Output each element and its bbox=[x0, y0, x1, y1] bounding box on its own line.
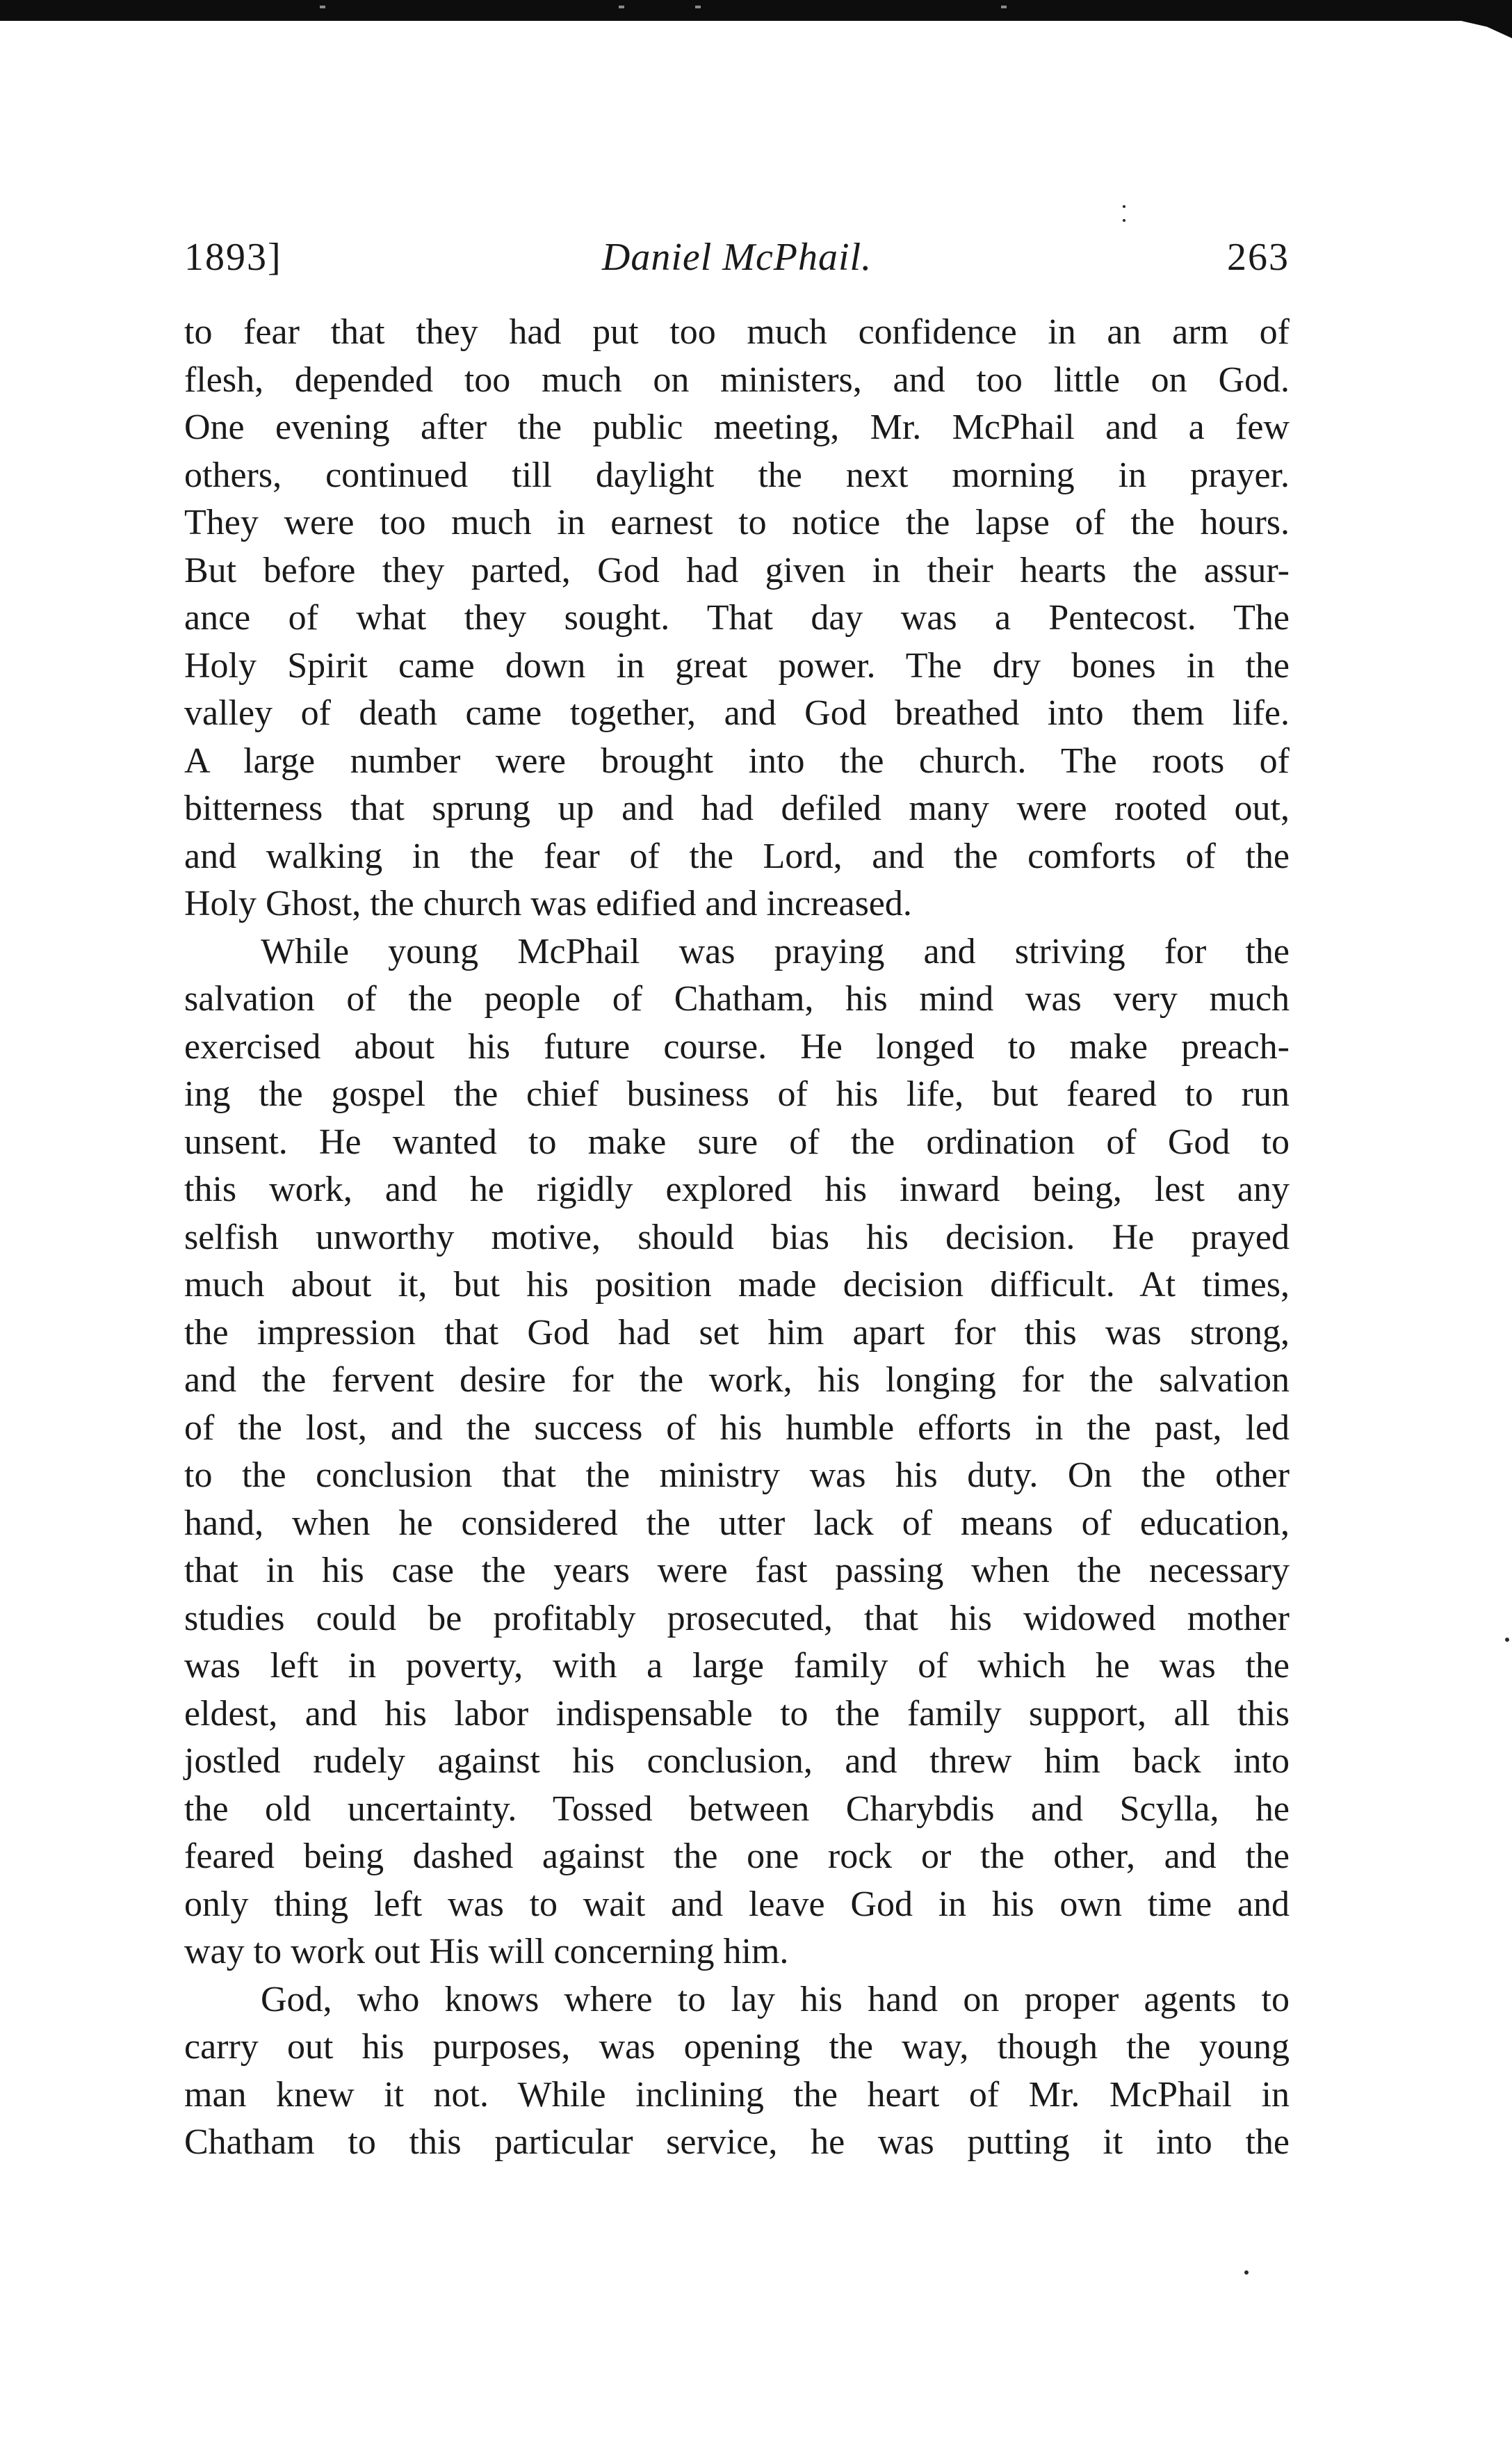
text-line: One evening after the public meeting, Mr. McPhail and a few bbox=[184, 407, 1290, 447]
running-head bbox=[184, 235, 1290, 291]
text-line: of the lost, and the success of his humble efforts in the past, led bbox=[184, 1407, 1290, 1448]
text-line: hand, when he considered the utter lack of means of education, bbox=[184, 1503, 1290, 1543]
text-line: unsent. He wanted to make sure of the ordination of God to bbox=[184, 1122, 1290, 1162]
running-head-year: 1893] bbox=[184, 236, 282, 279]
text-line: ance of what they sought. That day was a Pentecost. The bbox=[184, 598, 1290, 638]
text-line: and walking in the fear of the Lord, and the comforts of the bbox=[184, 836, 1290, 876]
text-line: that in his case the years were fast passing when the necessary bbox=[184, 1551, 1290, 1590]
scan-top-border bbox=[0, 0, 1512, 21]
text-line: much about it, but his position made decision difficult. At times, bbox=[184, 1265, 1290, 1305]
scan-speck bbox=[320, 6, 325, 8]
scan-speck bbox=[1001, 6, 1007, 8]
text-line: was left in poverty, with a large family of which he was the bbox=[184, 1646, 1290, 1686]
text-line: flesh, depended too much on ministers, and too little on God. bbox=[184, 360, 1290, 400]
text-line: salvation of the people of Chatham, his mind was very much bbox=[184, 979, 1290, 1019]
text-line: Holy Ghost, the church was edified and increased. bbox=[184, 884, 912, 923]
page-number: 263 bbox=[1227, 236, 1290, 279]
scan-speck bbox=[1123, 219, 1125, 222]
text-line: bitterness that sprung up and had defiled many were rooted out, bbox=[184, 789, 1290, 828]
scan-speck bbox=[619, 6, 624, 8]
text-line: Chatham to this particular service, he was putting it into the bbox=[184, 2122, 1290, 2162]
text-line: to fear that they had put too much confidence in an arm of bbox=[184, 312, 1290, 352]
text-line: to the conclusion that the ministry was his duty. On the other bbox=[184, 1455, 1290, 1495]
text-line: While young McPhail was praying and striving for the bbox=[261, 931, 1290, 971]
text-line: studies could be profitably prosecuted, that his widowed mother bbox=[184, 1598, 1290, 1638]
text-line: the impression that God had set him apart for this was strong, bbox=[184, 1312, 1290, 1352]
scan-speck bbox=[1244, 2270, 1249, 2275]
text-line: eldest, and his labor indispensable to the family support, all this bbox=[184, 1693, 1290, 1734]
text-line: the old uncertainty. Tossed between Charybdis and Scylla, he bbox=[184, 1788, 1290, 1829]
scan-speck bbox=[1505, 1638, 1509, 1642]
text-line: feared being dashed against the one rock or the other, and the bbox=[184, 1836, 1290, 1876]
text-line: way to work out His will concerning him. bbox=[184, 1932, 789, 1971]
text-line: They were too much in earnest to notice the lapse of the hours. bbox=[184, 503, 1290, 542]
text-line: But before they parted, God had given in their hearts the assur- bbox=[184, 550, 1290, 590]
text-line: carry out his purposes, was opening the way, though the young bbox=[184, 2027, 1290, 2067]
text-line: this work, and he rigidly explored his inward being, lest any bbox=[184, 1170, 1290, 1209]
running-head-title: Daniel McPhail. bbox=[601, 236, 872, 279]
scan-speck bbox=[1123, 205, 1125, 208]
text-line: Holy Spirit came down in great power. The dry bones in the bbox=[184, 645, 1290, 686]
text-line: and the fervent desire for the work, his longing for the salvation bbox=[184, 1360, 1290, 1400]
body-text bbox=[184, 309, 1290, 2167]
text-line: valley of death came together, and God breathed into them life. bbox=[184, 693, 1290, 733]
text-line: jostled rudely against his conclusion, and threw him back into bbox=[184, 1741, 1290, 1781]
text-line: God, who knows where to lay his hand on proper agents to bbox=[261, 1979, 1290, 2019]
text-line: exercised about his future course. He longed to make preach- bbox=[184, 1026, 1290, 1067]
text-line: man knew it not. While inclining the heart of Mr. McPhail in bbox=[184, 2074, 1290, 2115]
text-line: selfish unworthy motive, should bias his decision. He prayed bbox=[184, 1217, 1290, 1257]
text-line: only thing left was to wait and leave God in his own time and bbox=[184, 1884, 1290, 1924]
scan-speck bbox=[695, 6, 701, 8]
text-line: A large number were brought into the church. The roots of bbox=[184, 741, 1290, 781]
text-line: ing the gospel the chief business of his life, but feared to run bbox=[184, 1074, 1290, 1114]
text-line: others, continued till daylight the next morning in prayer. bbox=[184, 455, 1290, 495]
